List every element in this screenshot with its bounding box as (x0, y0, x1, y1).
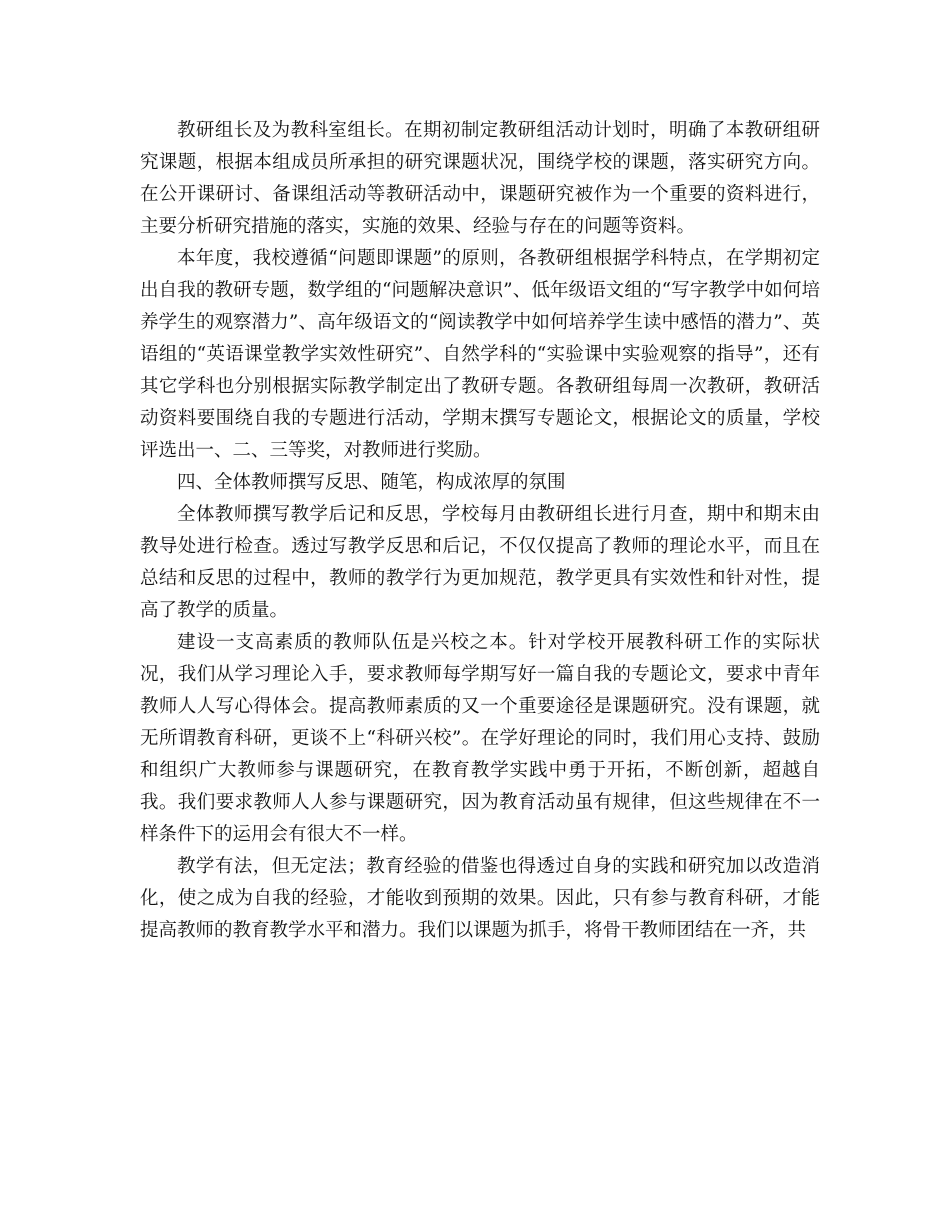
paragraph-5: 教学有法，但无定法；教育经验的借鉴也得透过自身的实践和研究加以改造消化，使之成为自我的经验，才能收到预期的效果。因此，只有参与教育科研，才能提高教师的教育教学水平和潜力。我们以课题为抓手，将骨干教师团结在一齐，共 (140, 856, 820, 941)
paragraph-4: 建设一支高素质的教师队伍是兴校之本。针对学校开展教科研工作的实际状况，我们从学习理论入手，要求教师每学期写好一篇自我的专题论文，要求中青年教师人人写心得体会。提高教师素质的又一个重要途径是课题研究。没有课题，就无所谓教育科研，更谈不上“科研兴校”。在学好理论的同时，我们用心支持、鼓励和组织广大教师参与课题研究，在教育教学实践中勇于开拓，不断创新，超越自我。我们要求教师人人参与课题研究，因为教育活动虽有规律，但这些规律在不一样条件下的运用会有很大不一样。 (140, 632, 820, 845)
document-body (140, 115, 820, 947)
paragraph-1: 教研组长及为教科室组长。在期初制定教研组活动计划时，明确了本教研组研究课题，根据本组成员所承担的研究课题状况，围绕学校的课题，落实研究方向。在公开课研讨、备课组活动等教研活动中，课题研究被作为一个重要的资料进行，主要分析研究措施的落实，实施的效果、经验与存在的问题等资料。 (140, 120, 820, 237)
section-heading-4: 四、全体教师撰写反思、随笔，构成浓厚的氛围 (177, 472, 566, 493)
paragraph-2: 本年度，我校遵循“问题即课题”的原则，各教研组根据学科特点，在学期初定出自我的教研专题，数学组的“问题解决意识”、低年级语文组的“写字教学中如何培养学生的观察潜力”、高年级语文的“阅读教学中如何培养学生读中感悟的潜力”、英语组的“英语课堂教学实效性研究”、自然学科的“实验课中实验观察的指导”，还有其它学科也分别根据实际教学制定出了教研专题。各教研组每周一次教研，教研活动资料要围绕自我的专题进行活动，学期末撰写专题论文，根据论文的质量，学校评选出一、二、三等奖，对教师进行奖励。 (140, 248, 820, 461)
paragraph-3: 全体教师撰写教学后记和反思，学校每月由教研组长进行月查，期中和期末由教导处进行检查。透过写教学反思和后记，不仅仅提高了教师的理论水平，而且在总结和反思的过程中，教师的教学行为更加规范，教学更具有实效性和针对性，提高了教学的质量。 (140, 504, 820, 621)
